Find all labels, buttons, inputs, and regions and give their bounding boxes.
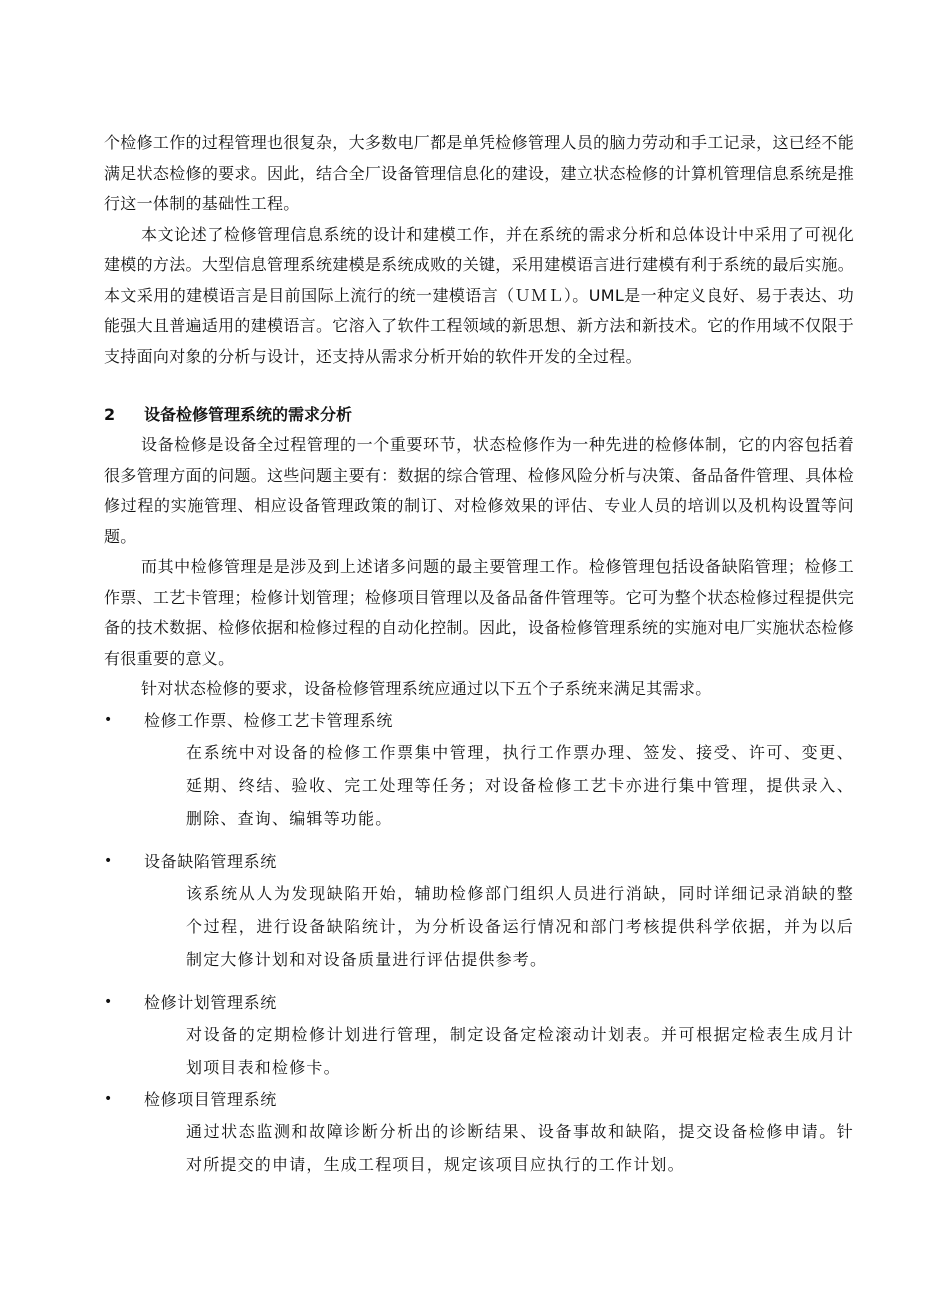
- list-item: [104, 846, 854, 976]
- bullet-icon: •: [104, 711, 113, 728]
- section-heading: [104, 400, 854, 430]
- list-item-title: 检修工作票、检修工艺卡管理系统: [144, 710, 394, 730]
- section-paragraph-3: 针对状态检修的要求，设备检修管理系统应通过以下五个子系统来满足其需求。: [141, 679, 712, 698]
- document-page: [104, 128, 854, 1181]
- bullet-icon: •: [104, 852, 113, 869]
- section-paragraph-1: 设备检修是设备全过程管理的一个重要环节，状态检修作为一种先进的检修体制，它的内容包括着很多管理方面的问题。这些问题主要有：数据的综合管理、检修风险分析与决策、备品备件管理、具体检修过程的实施管理、相应设备管理政策的制订、对检修效果的评估、专业人员的培训以及机构设置等问题。: [104, 435, 854, 546]
- intro-paragraph-2: 本文论述了检修管理信息系统的设计和建模工作，并在系统的需求分析和总体设计中采用了可视化建模的方法。大型信息管理系统建模是系统成败的关键，采用建模语言进行建模有利于系统的最后实施。本文采用的建模语言是目前国际上流行的统一建模语言（ＵＭＬ）。UML是一种定义良好、易于表达、功能强大且普遍适用的建模语言。它溶入了软件工程领域的新思想、新方法和新技术。它的作用域不仅限于支持面向对象的分析与设计，还支持从需求分析开始的软件开发的全过程。: [104, 224, 854, 366]
- section-title: 设备检修管理系统的需求分析: [144, 405, 353, 424]
- list-item: [104, 705, 854, 835]
- section-paragraph-2: 而其中检修管理是是涉及到上述诸多问题的最主要管理工作。检修管理包括设备缺陷管理；检修工作票、工艺卡管理；检修计划管理；检修项目管理以及备品备件管理等。它可为整个状态检修过程提供完备的技术数据、检修依据和检修过程的自动化控制。因此，设备检修管理系统的实施对电厂实施状态检修有很重要的意义。: [104, 557, 854, 668]
- list-item-title: 设备缺陷管理系统: [144, 851, 277, 871]
- list-item-title: 检修计划管理系统: [144, 992, 277, 1012]
- bullet-icon: •: [104, 1090, 113, 1107]
- list-item-description: 通过状态监测和故障诊断分析出的诊断结果、设备事故和缺陷，提交设备检修申请。针对所提交的申请，生成工程项目，规定该项目应执行的工作计划。: [186, 1121, 854, 1174]
- list-item: [104, 987, 854, 1084]
- intro-paragraph-1: 个检修工作的过程管理也很复杂，大多数电厂都是单凭检修管理人员的脑力劳动和手工记录，这已经不能满足状态检修的要求。因此，结合全厂设备管理信息化的建设，建立状态检修的计算机管理信息系统是推行这一体制的基础性工程。: [104, 133, 854, 213]
- bullet-icon: •: [104, 993, 113, 1010]
- list-item-description: 在系统中对设备的检修工作票集中管理，执行工作票办理、签发、接受、许可、变更、延期、终结、验收、完工处理等任务；对设备检修工艺卡亦进行集中管理，提供录入、删除、查询、编辑等功能。: [186, 742, 854, 828]
- list-item-title: 检修项目管理系统: [144, 1089, 277, 1109]
- list-item-description: 对设备的定期检修计划进行管理，制定设备定检滚动计划表。并可根据定检表生成月计划项目表和检修卡。: [186, 1024, 854, 1077]
- list-item-description: 该系统从人为发现缺陷开始，辅助检修部门组织人员进行消缺，同时详细记录消缺的整个过程，进行设备缺陷统计，为分析设备运行情况和部门考核提供科学依据，并为以后制定大修计划和对设备质量进行评估提供参考。: [186, 883, 854, 969]
- list-item: [104, 1084, 854, 1181]
- section-number: 2: [104, 405, 116, 424]
